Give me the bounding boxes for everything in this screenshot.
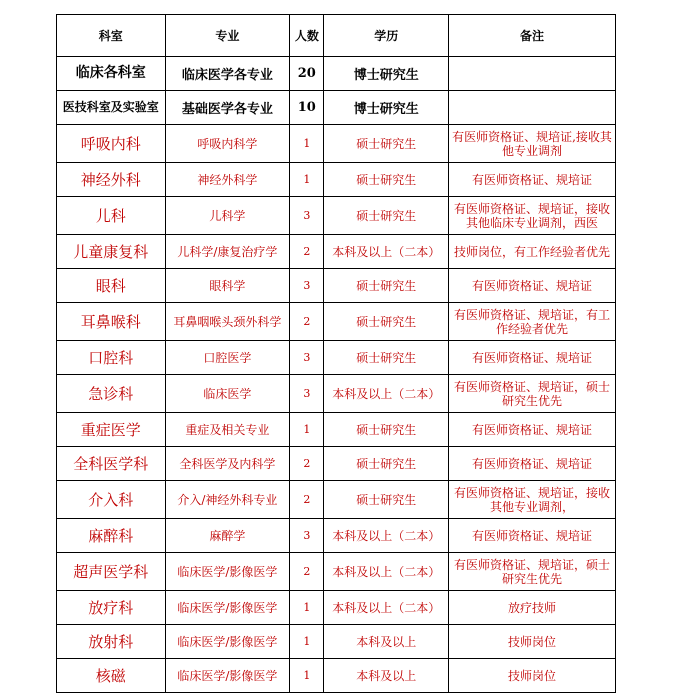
degree-cell: 本科及以上（二本）	[324, 375, 449, 413]
header-major: 专业	[165, 15, 290, 57]
note-cell: 有医师资格证、规培证	[449, 519, 616, 553]
dept-cell: 神经外科	[57, 163, 166, 197]
major-cell: 眼科学	[165, 269, 290, 303]
dept-cell: 呼吸内科	[57, 125, 166, 163]
count-cell: 2	[290, 303, 324, 341]
major-cell: 儿科学	[165, 197, 290, 235]
note-cell: 放疗技师	[449, 591, 616, 625]
degree-cell: 本科及以上（二本）	[324, 591, 449, 625]
dept-cell: 口腔科	[57, 341, 166, 375]
table-row	[57, 375, 616, 413]
major-cell: 耳鼻咽喉头颈外科学	[165, 303, 290, 341]
degree-cell: 硕士研究生	[324, 447, 449, 481]
dept-cell: 重症医学	[57, 413, 166, 447]
note-cell: 有医师资格证、规培证，硕士研究生优先	[449, 375, 616, 413]
note-cell: 有医师资格证、规培证,接收其他专业调剂	[449, 125, 616, 163]
degree-cell: 本科及以上（二本）	[324, 235, 449, 269]
count-cell: 3	[290, 375, 324, 413]
dept-cell: 超声医学科	[57, 553, 166, 591]
table-row	[57, 481, 616, 519]
header-note: 备注	[449, 15, 616, 57]
degree-cell: 硕士研究生	[324, 269, 449, 303]
dept-cell: 医技科室及实验室	[57, 91, 166, 125]
major-cell: 麻醉学	[165, 519, 290, 553]
table-row	[57, 57, 616, 91]
recruitment-table	[56, 14, 616, 693]
note-cell: 有医师资格证、规培证，接收其他专业调剂，	[449, 481, 616, 519]
count-cell: 1	[290, 659, 324, 693]
dept-cell: 儿科	[57, 197, 166, 235]
table-row	[57, 413, 616, 447]
count-cell: 1	[290, 163, 324, 197]
note-cell: 有医师资格证、规培证	[449, 413, 616, 447]
degree-cell: 硕士研究生	[324, 341, 449, 375]
count-cell: 1	[290, 413, 324, 447]
major-cell: 神经外科学	[165, 163, 290, 197]
table-row	[57, 303, 616, 341]
degree-cell: 硕士研究生	[324, 303, 449, 341]
degree-cell: 本科及以上	[324, 659, 449, 693]
major-cell: 临床医学/影像医学	[165, 591, 290, 625]
count-cell: 1	[290, 125, 324, 163]
major-cell: 基础医学各专业	[165, 91, 290, 125]
count-cell: 20	[290, 57, 324, 91]
count-cell: 2	[290, 553, 324, 591]
note-cell: 有医师资格证、规培证，硕士研究生优先	[449, 553, 616, 591]
count-cell: 1	[290, 625, 324, 659]
note-cell: 有医师资格证、规培证	[449, 341, 616, 375]
count-cell: 3	[290, 341, 324, 375]
major-cell: 重症及相关专业	[165, 413, 290, 447]
note-cell	[449, 91, 616, 125]
header-degree: 学历	[324, 15, 449, 57]
dept-cell: 介入科	[57, 481, 166, 519]
count-cell: 1	[290, 591, 324, 625]
count-cell: 3	[290, 519, 324, 553]
dept-cell: 麻醉科	[57, 519, 166, 553]
note-cell: 技师岗位	[449, 625, 616, 659]
major-cell: 临床医学	[165, 375, 290, 413]
table-row	[57, 341, 616, 375]
table-row	[57, 447, 616, 481]
count-cell: 10	[290, 91, 324, 125]
degree-cell: 博士研究生	[324, 91, 449, 125]
note-cell: 有医师资格证、规培证，有工作经验者优先	[449, 303, 616, 341]
major-cell: 儿科学/康复治疗学	[165, 235, 290, 269]
major-cell: 临床医学/影像医学	[165, 553, 290, 591]
dept-cell: 急诊科	[57, 375, 166, 413]
dept-cell: 临床各科室	[57, 57, 166, 91]
table-row	[57, 197, 616, 235]
degree-cell: 硕士研究生	[324, 197, 449, 235]
note-cell: 有医师资格证、规培证，接收其他临床专业调剂，西医	[449, 197, 616, 235]
table-row	[57, 659, 616, 693]
note-cell: 有医师资格证、规培证	[449, 163, 616, 197]
degree-cell: 本科及以上（二本）	[324, 553, 449, 591]
degree-cell: 硕士研究生	[324, 125, 449, 163]
dept-cell: 放疗科	[57, 591, 166, 625]
header-count: 人数	[290, 15, 324, 57]
header-dept: 科室	[57, 15, 166, 57]
dept-cell: 核磁	[57, 659, 166, 693]
note-cell: 有医师资格证、规培证	[449, 447, 616, 481]
major-cell: 临床医学各专业	[165, 57, 290, 91]
dept-cell: 耳鼻喉科	[57, 303, 166, 341]
degree-cell: 本科及以上	[324, 625, 449, 659]
major-cell: 呼吸内科学	[165, 125, 290, 163]
note-cell: 技师岗位，有工作经验者优先	[449, 235, 616, 269]
count-cell: 2	[290, 481, 324, 519]
dept-cell: 眼科	[57, 269, 166, 303]
table-row	[57, 91, 616, 125]
table-row	[57, 125, 616, 163]
table-row	[57, 591, 616, 625]
major-cell: 临床医学/影像医学	[165, 659, 290, 693]
dept-cell: 放射科	[57, 625, 166, 659]
note-cell	[449, 57, 616, 91]
degree-cell: 硕士研究生	[324, 481, 449, 519]
major-cell: 临床医学/影像医学	[165, 625, 290, 659]
degree-cell: 本科及以上（二本）	[324, 519, 449, 553]
dept-cell: 儿童康复科	[57, 235, 166, 269]
degree-cell: 硕士研究生	[324, 413, 449, 447]
major-cell: 口腔医学	[165, 341, 290, 375]
table-row	[57, 163, 616, 197]
count-cell: 3	[290, 269, 324, 303]
dept-cell: 全科医学科	[57, 447, 166, 481]
count-cell: 2	[290, 447, 324, 481]
note-cell: 有医师资格证、规培证	[449, 269, 616, 303]
count-cell: 2	[290, 235, 324, 269]
header-row	[57, 15, 616, 57]
major-cell: 全科医学及内科学	[165, 447, 290, 481]
table-row	[57, 269, 616, 303]
major-cell: 介入/神经外科专业	[165, 481, 290, 519]
table-row	[57, 625, 616, 659]
table-row	[57, 553, 616, 591]
note-cell: 技师岗位	[449, 659, 616, 693]
degree-cell: 博士研究生	[324, 57, 449, 91]
table-row	[57, 235, 616, 269]
table-row	[57, 519, 616, 553]
count-cell: 3	[290, 197, 324, 235]
degree-cell: 硕士研究生	[324, 163, 449, 197]
